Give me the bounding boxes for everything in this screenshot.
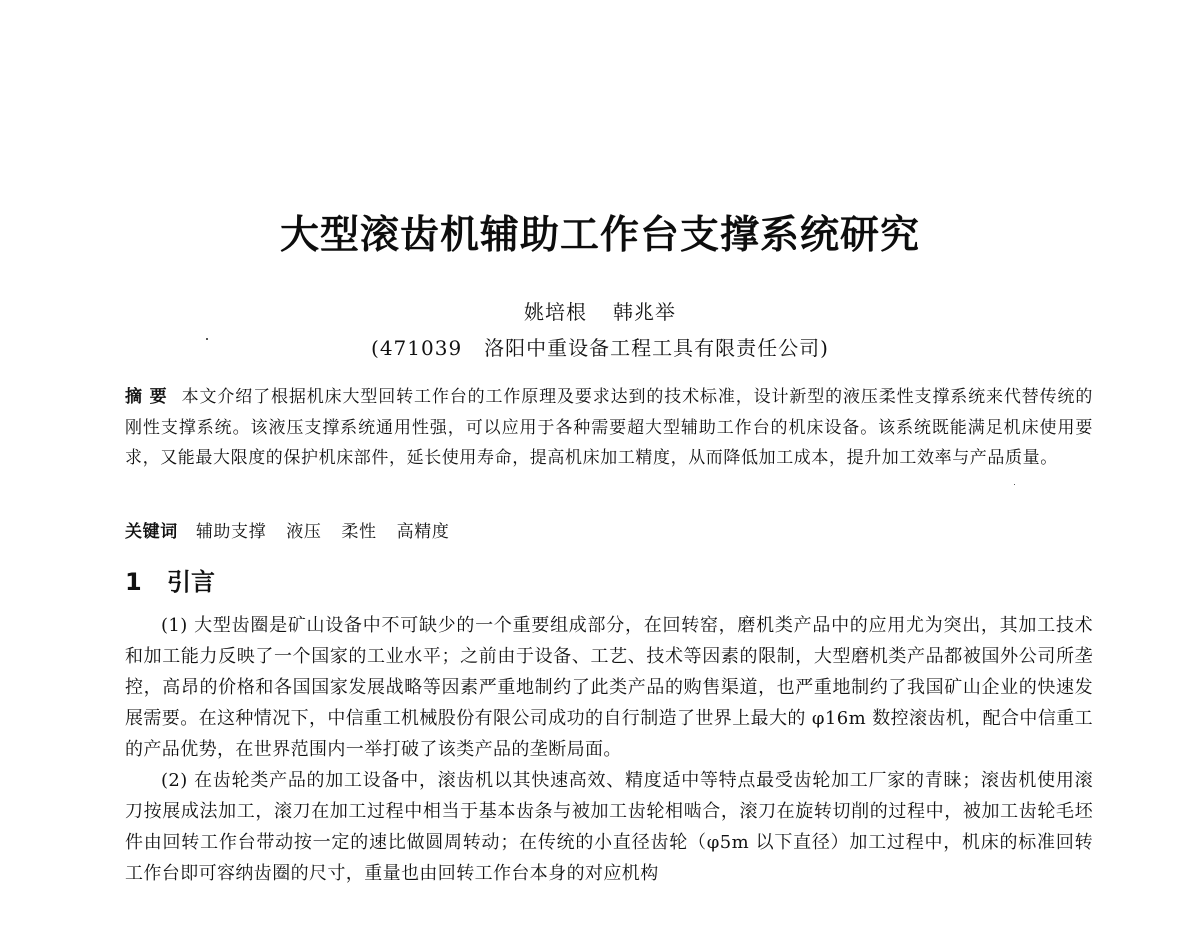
keyword: 辅助支撑 [195,522,267,542]
author-line [0,296,1200,325]
section-number: 1 [125,568,142,596]
author-name: 韩兆举 [613,300,676,324]
scan-speck [1014,484,1015,485]
keyword: 柔性 [341,522,377,542]
paper-title: 大型滚齿机辅助工作台支撑系统研究 [279,213,920,258]
author-name: 姚培根 [524,300,587,324]
keyword: 液压 [286,522,322,542]
abstract-block [125,382,1093,474]
affiliation-org: 洛阳中重设备工程工具有限责任公司) [484,336,829,360]
body-text [125,610,1093,889]
keywords-label: 关键词 [125,522,178,542]
abstract-label: 摘 要 [125,387,168,407]
affiliation-postcode: (471039 [371,336,463,360]
body-paragraph: (2) 在齿轮类产品的加工设备中，滚齿机以其快速高效、精度适中等特点最受齿轮加工厂家的青睐；滚齿机使用滚刀按展成法加工，滚刀在加工过程中相当于基本齿条与被加工齿轮相啮合，滚刀在旋转切削的过程中，被加工齿轮毛坯件由回转工作台带动按一定的速比做圆周转动；在传统的小直径齿轮（φ5m 以下直径）加工过程中，机床的标准回转工作台即可容纳齿圈的尺寸，重量也由回转工作台本身的对应机构 [125,770,1093,884]
section-title: 引言 [167,568,215,596]
scan-speck [206,338,208,340]
section-heading [125,562,215,597]
affiliation-line [0,332,1200,361]
body-paragraph: (1) 大型齿圈是矿山设备中不可缺少的一个重要组成部分，在回转窑，磨机类产品中的应用尤为突出，其加工技术和加工能力反映了一个国家的工业水平；之前由于设备、工艺、技术等因素的限制，大型磨机类产品都被国外公司所垄控，高昂的价格和各国国家发展战略等因素严重地制约了此类产品的购售渠道，也严重地制约了我国矿山企业的快速发展需要。在这种情况下，中信重工机械股份有限公司成功的自行制造了世界上最大的 φ16m 数控滚齿机，配合中信重工的产品优势，在世界范围内一举打破了该类产品的垄断局面。 [125,615,1094,760]
keywords-line [125,517,469,542]
keyword: 高精度 [396,522,450,542]
abstract-text: 本文介绍了根据机床大型回转工作台的工作原理及要求达到的技术标准，设计新型的液压柔性支撑系统来代替传统的刚性支撑系统。该液压支撑系统通用性强，可以应用于各种需要超大型辅助工作台的机床设备。该系统既能满足机床使用要求，又能最大限度的保护机床部件，延长使用寿命，提高机床加工精度，从而降低加工成本，提升加工效率与产品质量。 [125,387,1094,468]
